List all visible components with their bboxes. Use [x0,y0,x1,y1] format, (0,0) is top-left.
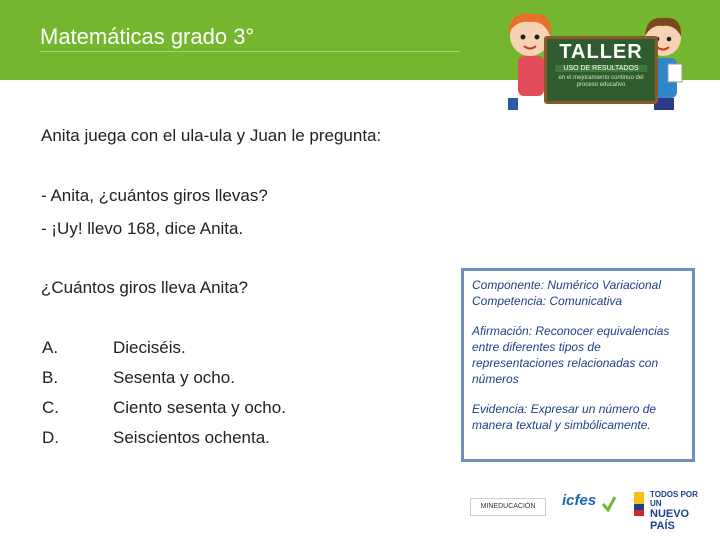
option-a-text: Dieciséis. [113,338,186,357]
option-b-letter: B. [42,368,59,387]
option-b-text: Sesenta y ocho. [113,368,235,387]
afirmacion-text: Afirmación: Reconocer equivalencias entre diferentes tipos de representaciones relacionadas con números [472,324,670,386]
evidencia-text: Evidencia: Expresar un número de manera textual y simbólicamente. [472,402,657,432]
competencia-text: Competencia: Comunicativa [472,294,623,308]
option-a-letter: A. [42,338,59,357]
option-d-text: Seiscientos ochenta. [113,428,270,447]
todos-line-2: NUEVO PAÍS [650,508,690,532]
mineducacion-logo: MINEDUCACIÓN [470,498,546,516]
taller-logo [488,6,688,114]
dialogue-line-2: - ¡Uy! llevo 168, dice Anita. [41,219,244,238]
option-c-letter: C. [42,398,59,417]
board-title: TALLER [559,41,643,63]
header-divider [40,51,460,52]
question-intro: Anita juega con el ula-ula y Juan le pregunta: [41,126,382,145]
dialogue-line-1: - Anita, ¿cuántos giros llevas? [41,186,268,205]
competencies-box [461,268,695,462]
board-caption: en el mejoramiento continuo del proceso educativo [558,75,644,88]
componente-text: Componente: Numérico Variacional [472,278,661,292]
page-title: Matemáticas grado 3° [40,24,255,49]
question-prompt: ¿Cuántos giros lleva Anita? [41,278,248,297]
option-d-letter: D. [42,428,59,447]
option-c-text: Ciento sesenta y ocho. [113,398,286,417]
board-subtitle: USO DE RESULTADOS [555,65,647,72]
flag-icon [634,492,644,516]
todos-por-un-nuevo-pais-logo [650,490,710,532]
todos-line-1: TODOS POR UN [650,490,698,508]
icfes-logo: icfes [562,492,597,509]
check-icon [602,496,616,512]
taller-board [544,36,658,104]
footer-logos [470,488,710,532]
